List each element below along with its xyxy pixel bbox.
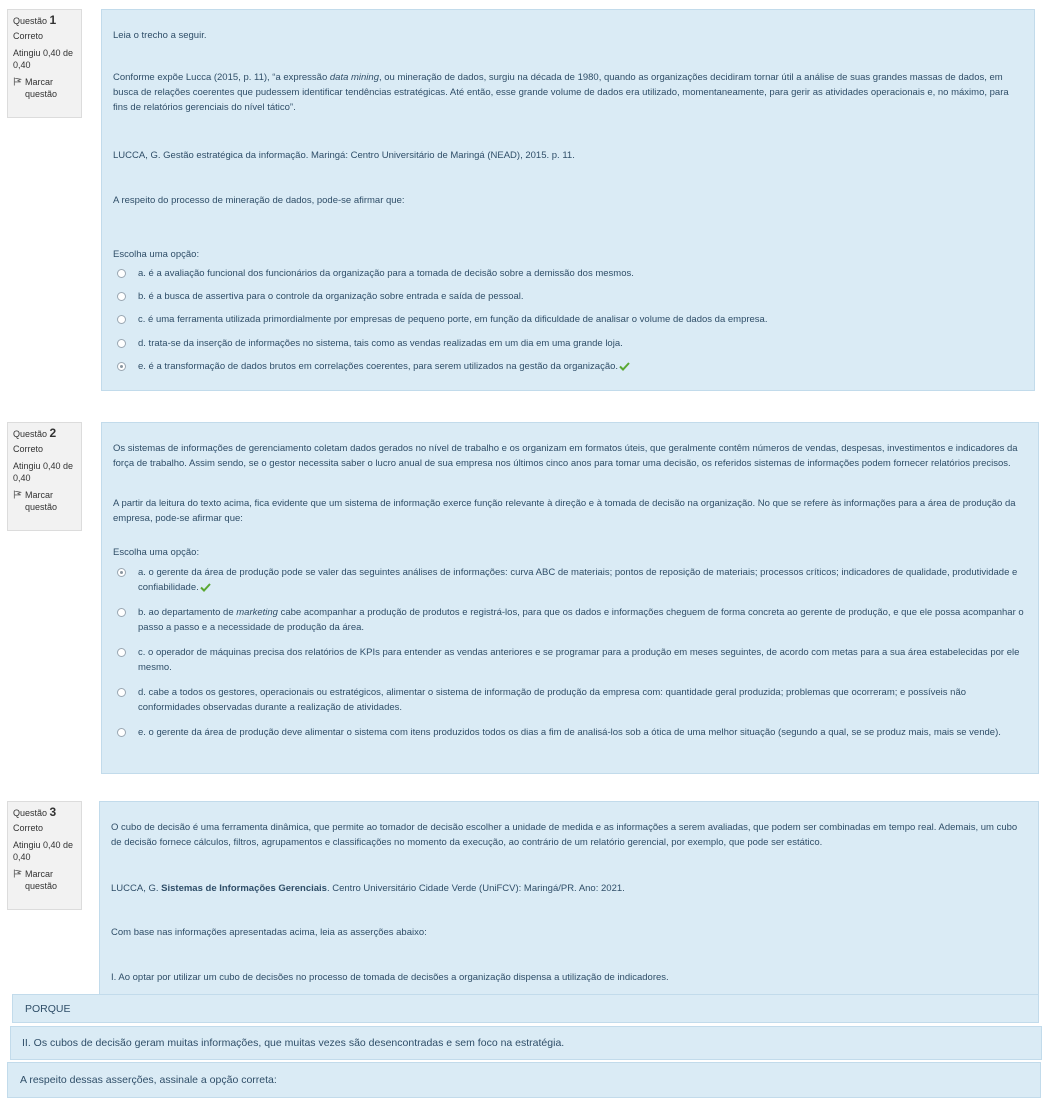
- flag-question-button[interactable]: [13, 489, 77, 513]
- question-number: Questão 2: [13, 426, 57, 440]
- radio-icon[interactable]: [117, 292, 126, 301]
- assertion-2-band: [10, 1026, 1042, 1060]
- answer-option-e[interactable]: [113, 359, 1020, 374]
- check-icon: [200, 583, 211, 592]
- option-text: a. é a avaliação funcional dos funcionários da organização para a tomada de decisão sobre a demissão dos mesmos.: [138, 268, 634, 279]
- radio-icon[interactable]: [117, 339, 126, 348]
- instruction-text: Com base nas informações apresentadas acima, leia as asserções abaixo:: [111, 927, 427, 938]
- question-number: Questão 1: [13, 13, 57, 27]
- question-content-1: [101, 9, 1035, 391]
- question-grade: Atingiu 0,40 de 0,40: [13, 461, 74, 483]
- question-content-2: [101, 422, 1039, 774]
- answer-option-a[interactable]: [113, 266, 1020, 281]
- question-prompt: A respeito dessas asserções, assinale a opção correta:: [20, 1074, 277, 1086]
- flag-label: Marcar questão: [25, 77, 58, 99]
- radio-icon[interactable]: [117, 269, 126, 278]
- reference-text: LUCCA, G. Sistemas de Informações Gerenciais. Centro Universitário Cidade Verde (UniFCV): Maringá/PR. Ano: 2021.: [111, 883, 625, 894]
- choose-option-label: Escolha uma opção:: [113, 249, 200, 260]
- question-state: Correto: [13, 823, 44, 833]
- question-state: Correto: [13, 444, 44, 454]
- question-info-2: [7, 422, 82, 531]
- answer-option-a[interactable]: [113, 565, 1024, 595]
- assertion-2: II. Os cubos de decisão geram muitas informações, que muitas vezes são desencontradas e sem foco na estratégia.: [22, 1037, 565, 1049]
- reference-text: LUCCA, G. Gestão estratégica da informação. Maringá: Centro Universitário de Maringá (NEAD), 2015. p. 11.: [113, 150, 575, 161]
- answer-option-b[interactable]: [113, 605, 1024, 635]
- radio-icon[interactable]: [117, 568, 126, 577]
- question-text: Os sistemas de informações de gerenciamento coletam dados gerados no nível de trabalho e os organizam em formatos úteis, que geralmente contêm números de vendas, despesas, investimentos e indicadores da força de trabalho. Assim sendo, se o gestor necessita saber o lucro anual de sua empresa nos últimos cinco anos para tomar uma decisão, os referidos sistemas de informações podem fornecer relatórios precisos.: [113, 443, 1018, 469]
- option-text: c. o operador de máquinas precisa dos relatórios de KPIs para entender as vendas anteriores e se programar para a produção em meses seguintes, de acordo com metas para a sua área estabelecidas por ele mesmo.: [138, 647, 1020, 673]
- radio-icon[interactable]: [117, 362, 126, 371]
- option-text: b. é a busca de assertiva para o controle da organização sobre entrada e saída de pessoal.: [138, 291, 524, 302]
- answer-option-e[interactable]: [113, 725, 1024, 740]
- answer-option-d[interactable]: [113, 336, 1020, 351]
- radio-icon[interactable]: [117, 648, 126, 657]
- question-text: O cubo de decisão é uma ferramenta dinâmica, que permite ao tomador de decisão escolher a unidade de medida e as informações a serem avaliadas, que podem ser combinadas em tempo real. Ademais, um cubo de decisão fornece cálculos, filtros, agrupamentos e classificações no momento da execução, ao contrário de um relatório gerencial, por exemplo, que pode ser estático.: [111, 822, 1018, 848]
- question-info-1: [7, 9, 82, 118]
- question-text: Conforme expõe Lucca (2015, p. 11), “a expressão data mining, ou mineração de dados, surgiu na década de 1980, quando as organizações decidiram tornar útil a análise de suas grandes massas de dados, em busca de relações coerentes que pudessem identificar tendências estratégicas. Até então, esse grande volume de dados era utilizado, momentaneamente, para gerir as atividades operacionais e, no máximo, para fins de relatórios gerenciais do nível tático”.: [113, 72, 1009, 113]
- question-prompt: A respeito do processo de mineração de dados, pode-se afirmar que:: [113, 195, 405, 206]
- radio-icon[interactable]: [117, 728, 126, 737]
- option-text: c. é uma ferramenta utilizada primordialmente por empresas de pequeno porte, em função da dificuldade de analisar o volume de dados da empresa.: [138, 314, 768, 325]
- option-text: d. trata-se da inserção de informações no sistema, tais como as vendas realizadas em um dia em uma grande loja.: [138, 338, 623, 349]
- flag-question-button[interactable]: [13, 868, 77, 892]
- choose-option-label: Escolha uma opção:: [113, 547, 200, 558]
- question-state: Correto: [13, 31, 44, 41]
- flag-icon: [13, 77, 22, 86]
- answer-option-c[interactable]: [113, 645, 1024, 675]
- question-prompt: A partir da leitura do texto acima, fica evidente que um sistema de informação exerce função relevante à direção e à tomada de decisão na organização. No que se refere às informações para a área de produção da empresa, pode-se afirmar que:: [113, 498, 1016, 524]
- flag-icon: [13, 869, 22, 878]
- prompt-band: [7, 1062, 1041, 1098]
- flag-label: Marcar questão: [25, 869, 58, 891]
- answer-option-b[interactable]: [113, 289, 1020, 304]
- question-info-3: [7, 801, 82, 910]
- question-grade: Atingiu 0,40 de 0,40: [13, 840, 74, 862]
- answer-option-d[interactable]: [113, 685, 1024, 715]
- porque-text: PORQUE: [25, 1002, 71, 1015]
- check-icon: [619, 362, 630, 371]
- radio-icon[interactable]: [117, 608, 126, 617]
- answer-option-c[interactable]: [113, 312, 1020, 327]
- flag-question-button[interactable]: [13, 76, 77, 100]
- option-text: a. o gerente da área de produção pode se valer das seguintes análises de informações: curva ABC de materiais; pontos de reposição de materiais; processos críticos; indicadores de qualidade, produtividade e confiabilidade.: [138, 567, 1018, 593]
- option-text: e. o gerente da área de produção deve alimentar o sistema com itens produzidos todos os dias a fim de analisá-los sob a ótica de uma melhor situação (segundo a qual, se se produz mais, mais se vende).: [138, 727, 1001, 738]
- assertion-1: I. Ao optar por utilizar um cubo de decisões no processo de tomada de decisões a organização dispensa a utilização de indicadores.: [111, 972, 669, 983]
- question-content-3: [99, 801, 1039, 996]
- porque-band: [12, 994, 1039, 1023]
- flag-label: Marcar questão: [25, 490, 58, 512]
- option-text-wrap: [138, 565, 1024, 595]
- option-text: e. é a transformação de dados brutos em correlações coerentes, para serem utilizados na gestão da organização.: [138, 361, 619, 372]
- question-text: Leia o trecho a seguir.: [113, 30, 207, 41]
- question-grade: Atingiu 0,40 de 0,40: [13, 48, 74, 70]
- flag-icon: [13, 490, 22, 499]
- radio-icon[interactable]: [117, 688, 126, 697]
- option-text: d. cabe a todos os gestores, operacionais ou estratégicos, alimentar o sistema de informação de produção da empresa com: quantidade geral produzida; problemas que ocorreram; e possíveis não conformidades observadas durante a realização de atividades.: [138, 687, 967, 713]
- option-text: b. ao departamento de marketing cabe acompanhar a produção de produtos e registrá-los, para que os dados e informações cheguem de forma concreta ao gerente de produção, e que ele possa acompanhar o passo a passo e a necessidade de produção da área.: [138, 607, 1024, 633]
- radio-icon[interactable]: [117, 315, 126, 324]
- option-text-wrap: [138, 359, 1020, 374]
- question-number: Questão 3: [13, 805, 57, 819]
- reference-title: Sistemas de Informações Gerenciais: [161, 883, 327, 894]
